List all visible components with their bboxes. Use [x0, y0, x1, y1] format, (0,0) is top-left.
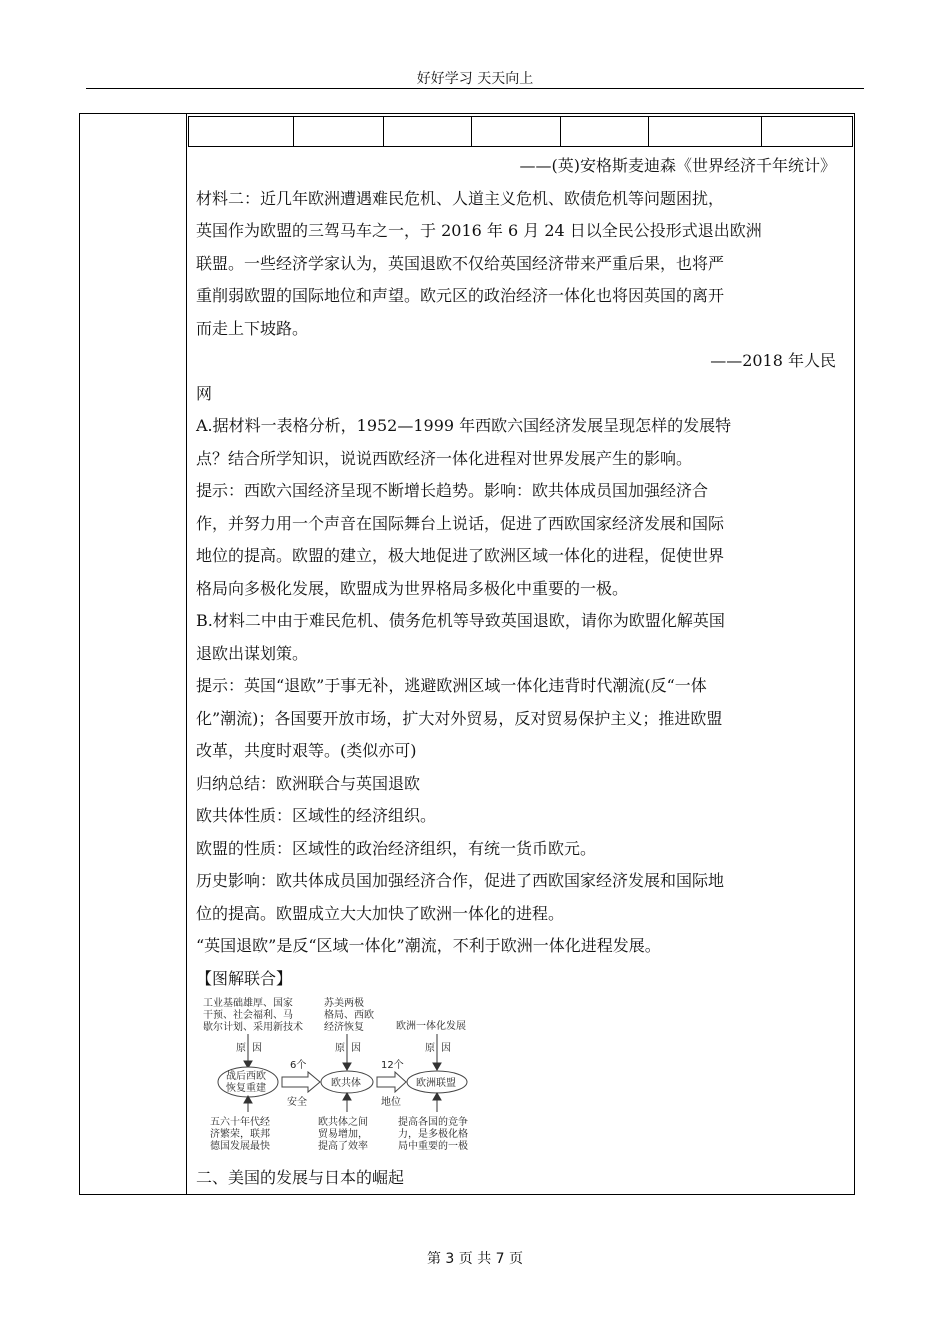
diagram-text: 工业基础雄厚、国家	[203, 998, 293, 1009]
diagram-label: 原	[425, 1043, 435, 1054]
source-citation-2: ——2018 年人民	[710, 351, 836, 370]
hint-a-line: 格局向多极化发展，欧盟成为世界格局多极化中重要的一极。	[196, 578, 629, 598]
page-footer: 第 3 页 共 7 页	[426, 1251, 524, 1267]
source-citation-1: ——(英)安格斯麦迪森《世界经济千年统计》	[519, 156, 836, 175]
material2-line: 重削弱欧盟的国际地位和声望。欧元区的政治经济一体化也将因英国的离开	[196, 286, 725, 305]
node-text: 战后西欧	[226, 1071, 266, 1082]
page-header: 好好学习 天天向上	[416, 71, 534, 87]
question-a-line: A.据材料一表格分析，1952—1999 年西欧六国经济发展呈现怎样的发展特	[196, 416, 732, 435]
header-rule	[86, 88, 864, 89]
table-cell	[649, 117, 762, 147]
hollow-arrow-icon	[282, 1072, 320, 1092]
diagram-text: 提高了效率	[318, 1141, 368, 1152]
diagram-text: 贸易增加，	[318, 1129, 368, 1140]
diagram-label: 因	[441, 1043, 451, 1054]
arrow-label: 安全	[287, 1097, 307, 1108]
table-cell	[561, 117, 649, 147]
summary-line: “英国退欧”是反“区域一体化”潮流，不利于欧洲一体化进程发展。	[196, 936, 661, 955]
arrow-head	[343, 1063, 351, 1070]
diagram-text: 提高各国的竞争	[398, 1117, 468, 1128]
arrow-head	[433, 1093, 441, 1100]
union-flow-diagram	[196, 994, 486, 1159]
table-row	[189, 117, 853, 147]
source-citation-2-cont: 网	[196, 383, 213, 403]
diagram-text: 欧共体之间	[318, 1117, 368, 1128]
summary-line: 归纳总结：欧洲联合与英国退欧	[196, 773, 421, 793]
diagram-text: 苏美两极	[324, 998, 364, 1009]
diagram-text: 德国发展最快	[210, 1141, 270, 1152]
table-cell	[762, 117, 853, 147]
arrow-label: 地位	[381, 1097, 401, 1108]
table-cell	[471, 117, 561, 147]
diagram-text: 局中重要的一极	[398, 1141, 468, 1152]
material-one-table-tail	[188, 116, 853, 147]
node-text: 恢复重建	[226, 1083, 266, 1094]
summary-line: 欧共体性质：区域性的经济组织。	[196, 806, 437, 825]
summary-line: 历史影响：欧共体成员国加强经济合作，促进了西欧国家经济发展和国际地	[196, 871, 725, 890]
material2-line: 英国作为欧盟的三驾马车之一，于 2016 年 6 月 24 日以全民公投形式退出欧洲	[196, 221, 762, 240]
arrow-label: 6个	[290, 1060, 307, 1071]
hint-a-line: 提示：西欧六国经济呈现不断增长趋势。影响：欧共体成员国加强经济合	[196, 481, 709, 500]
hint-a-line: 地位的提高。欧盟的建立，极大地促进了欧洲区域一体化的进程，促使世界	[196, 546, 725, 565]
table-cell	[189, 117, 294, 147]
diagram-text: 干预、社会福利、马	[203, 1010, 293, 1021]
summary-line: 欧盟的性质：区域性的政治经济组织，有统一货币欧元。	[196, 838, 597, 858]
diagram-label: 原	[236, 1043, 246, 1054]
diagram-label: 因	[351, 1043, 361, 1054]
arrow-head	[433, 1063, 441, 1070]
hollow-arrow-icon	[377, 1072, 406, 1092]
section-title: 二、美国的发展与日本的崛起	[196, 1168, 405, 1187]
diagram-text: 五六十年代经	[210, 1117, 270, 1128]
node-text: 欧洲联盟	[416, 1078, 456, 1089]
arrow-label: 12个	[381, 1060, 404, 1071]
hint-b-line: 化”潮流)；各国要开放市场，扩大对外贸易，反对贸易保护主义；推进欧盟	[196, 708, 723, 728]
material2-line: 材料二：近几年欧洲遭遇难民危机、人道主义危机、欧债危机等问题困扰，	[196, 188, 725, 208]
question-b-line: B.材料二中由于难民危机、债务危机等导致英国退欧，请你为欧盟化解英国	[196, 611, 725, 630]
left-column-divider	[186, 113, 187, 1195]
diagram-text: 济繁荣，联邦	[210, 1129, 270, 1140]
question-b-line: 退欧出谋划策。	[196, 643, 309, 663]
diagram-label: 因	[252, 1043, 262, 1054]
table-cell	[383, 117, 471, 147]
question-a-line: 点？结合所学知识，说说西欧经济一体化进程对世界发展产生的影响。	[196, 448, 693, 468]
arrow-head	[343, 1093, 351, 1100]
node-text: 欧共体	[331, 1078, 361, 1089]
diagram-text: 力，是多极化格	[398, 1129, 468, 1140]
material2-line: 而走上下坡路。	[196, 318, 309, 338]
main-content	[196, 150, 836, 995]
diagram-text: 经济恢复	[324, 1022, 364, 1033]
diagram-text: 格局、西欧	[324, 1010, 374, 1021]
diagram-label: 原	[335, 1043, 345, 1054]
summary-line: 位的提高。欧盟成立大大加快了欧洲一体化的进程。	[196, 903, 565, 923]
hint-b-line: 提示：英国“退欧”于事无补，逃避欧洲区域一体化违背时代潮流(反“一体	[196, 676, 707, 695]
hint-a-line: 作，并努力用一个声音在国际舞台上说话，促进了西欧国家经济发展和国际	[196, 513, 725, 533]
material2-line: 联盟。一些经济学家认为，英国退欧不仅给英国经济带来严重后果，也将严	[196, 253, 725, 273]
diagram-heading: 【图解联合】	[196, 968, 293, 988]
diagram-text: 歇尔计划、采用新技术	[203, 1022, 303, 1033]
hint-b-line: 改革，共度时艰等。(类似亦可)	[196, 741, 417, 760]
diagram-text: 欧洲一体化发展	[396, 1021, 466, 1032]
table-cell	[293, 117, 383, 147]
